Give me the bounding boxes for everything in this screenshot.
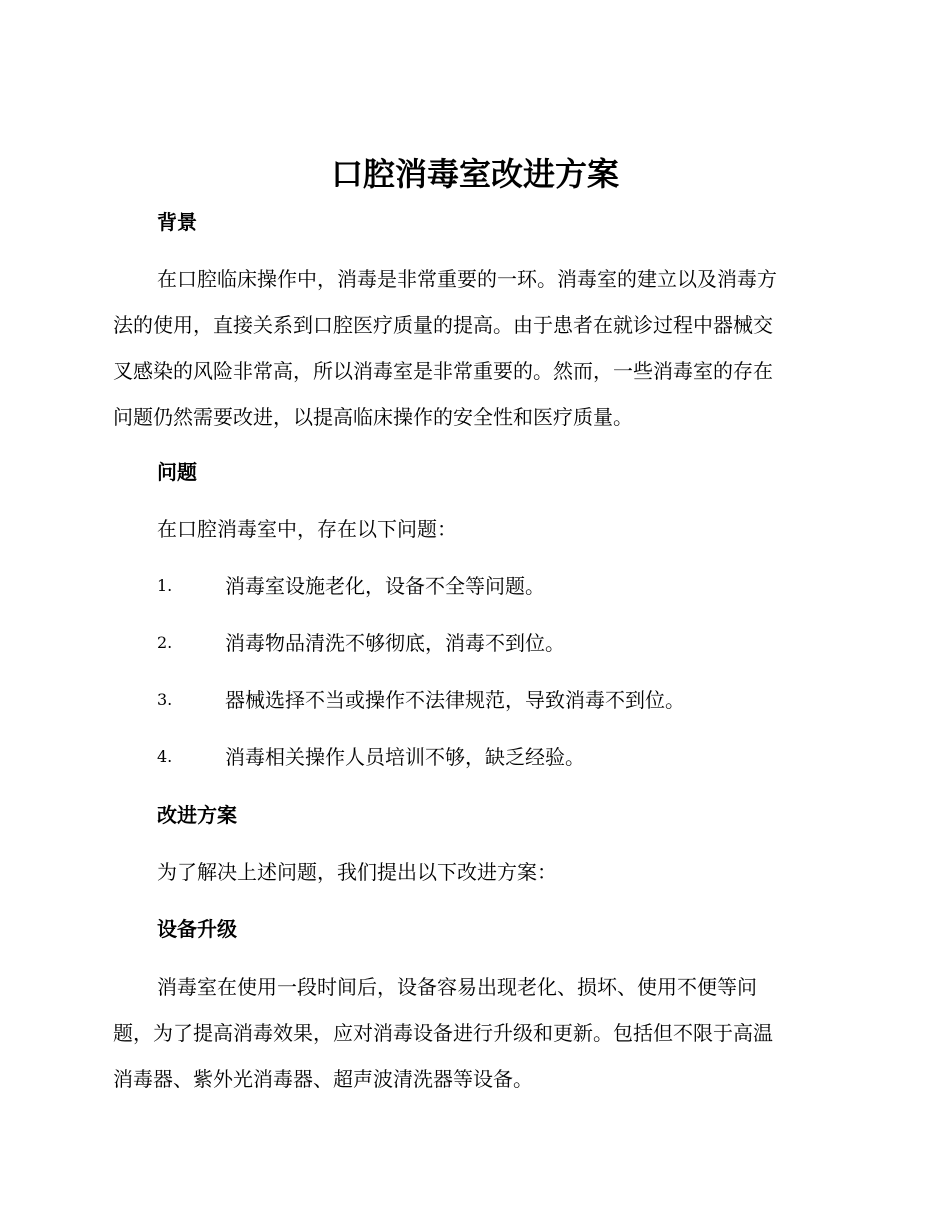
list-item <box>157 686 857 714</box>
plan-intro: 为了解决上述问题，我们提出以下改进方案： <box>157 860 557 884</box>
list-text: 消毒物品清洗不够彻底，消毒不到位。 <box>225 631 565 655</box>
section-heading-plan: 改进方案 <box>157 803 237 827</box>
list-number: 3. <box>157 690 173 709</box>
list-item <box>157 743 857 771</box>
problems-intro: 在口腔消毒室中，存在以下问题： <box>157 517 457 541</box>
paragraph-line: 法的使用，直接关系到口腔医疗质量的提高。由于患者在就诊过程中器械交 <box>113 313 773 337</box>
paragraph-line: 问题仍然需要改进，以提高临床操作的安全性和医疗质量。 <box>113 405 633 429</box>
list-text: 器械选择不当或操作不法律规范，导致消毒不到位。 <box>225 688 685 712</box>
paragraph-line: 叉感染的风险非常高，所以消毒室是非常重要的。然而，一些消毒室的存在 <box>113 359 773 383</box>
list-text: 消毒室设施老化，设备不全等问题。 <box>225 574 545 598</box>
list-item <box>157 629 857 657</box>
section-heading-problems: 问题 <box>157 460 197 484</box>
list-text: 消毒相关操作人员培训不够，缺乏经验。 <box>225 745 585 769</box>
background-paragraph <box>113 256 833 440</box>
paragraph-line: 题，为了提高消毒效果，应对消毒设备进行升级和更新。包括但不限于高温 <box>113 1021 773 1045</box>
paragraph-line: 消毒器、紫外光消毒器、超声波清洗器等设备。 <box>113 1067 533 1091</box>
list-number: 1. <box>157 576 173 595</box>
list-number: 2. <box>157 633 173 652</box>
section-heading-background: 背景 <box>157 210 197 234</box>
list-number: 4. <box>157 747 173 766</box>
equipment-paragraph <box>113 964 833 1102</box>
paragraph-line: 消毒室在使用一段时间后，设备容易出现老化、损坏、使用不便等问 <box>157 975 757 999</box>
document-title: 口腔消毒室改进方案 <box>330 155 619 193</box>
list-item <box>157 572 857 600</box>
section-heading-equipment: 设备升级 <box>157 917 237 941</box>
paragraph-line: 在口腔临床操作中，消毒是非常重要的一环。消毒室的建立以及消毒方 <box>157 267 777 291</box>
